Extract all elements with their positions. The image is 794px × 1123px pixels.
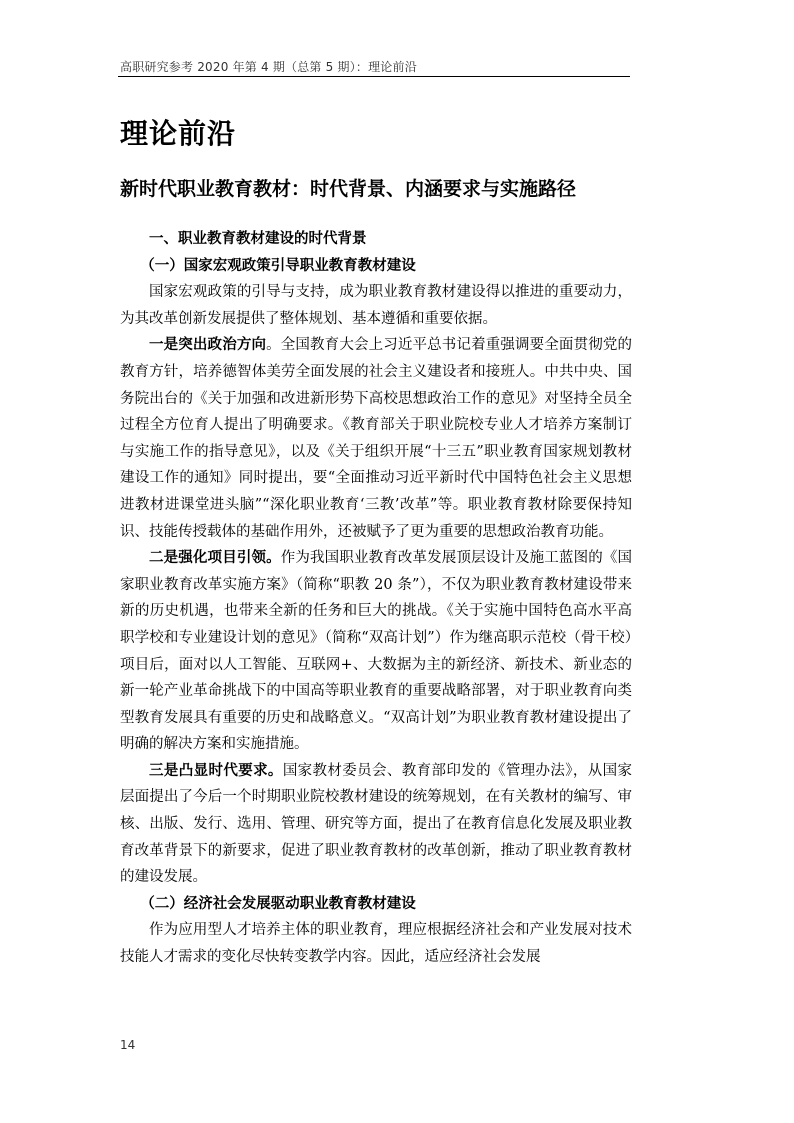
paragraph bbox=[120, 758, 632, 891]
section-title: 理论前沿 bbox=[120, 117, 237, 150]
paragraph-lead: 一是突出政治方向 bbox=[149, 337, 267, 354]
paragraph: 国家宏观政策的引导与支持，成为职业教育教材建设得以推进的重要动力，为其改革创新发展提供了整体规划、基本遵循和重要依据。 bbox=[120, 284, 632, 327]
article-body bbox=[120, 226, 632, 971]
running-header: 高职研究参考 2020 年第 4 期（总第 5 期）：理论前沿 bbox=[120, 60, 417, 74]
subheading: （一）国家宏观政策引导职业教育教材建设 bbox=[140, 257, 416, 274]
paragraph-text: 作为我国职业教育改革发展顶层设计及施工蓝图的《国家职业教育改革实施方案》（简称“职教 20 条”），不仅为职业教育教材建设带来新的历史机遇，也带来全新的任务和巨大的挑战。《关于实施中国特色高水平高职学校和专业建设计划的意见》（简称“双高计划”）作为继高职示范校（骨干校）项目后，面对以人工智能、互联网+、大数据为主的新经济、新技术、新业态的新一轮产业革命挑战下的中国高等职业教育的重要战略部署，对于职业教育向类型教育发展具有重要的历史和战略意义。“双高计划”为职业教育教材建设提出了明确的解决方案和实施措施。 bbox=[120, 550, 632, 753]
paragraph: 作为应用型人才培养主体的职业教育，理应根据经济社会和产业发展对技术技能人才需求的变化尽快转变教学内容。因此，适应经济社会发展 bbox=[120, 922, 632, 966]
paragraph-lead: 二是强化项目引领。 bbox=[149, 550, 281, 567]
page-number: 14 bbox=[120, 1038, 136, 1052]
subheading: （二）经济社会发展驱动职业教育教材建设 bbox=[140, 895, 416, 912]
article-title: 新时代职业教育教材：时代背景、内涵要求与实施路径 bbox=[120, 178, 577, 200]
paragraph bbox=[120, 545, 632, 758]
paragraph-text: 。全国教育大会上习近平总书记着重强调要全面贯彻党的教育方针，培养德智体美劳全面发展的社会主义建设者和接班人。中共中央、国务院出台的《关于加强和改进新形势下高校思想政治工作的意见》对坚持全员全过程全方位育人提出了明确要求。《教育部关于职业院校专业人才培养方案制订与实施工作的指导意见》，以及《关于组织开展“十三五”职业教育国家规划教材建设工作的通知》同时提出，要“全面推动习近平新时代中国特色社会主义思想进教材进课堂进头脑”“深化职业教育‘三教’改革”等。职业教育教材除要保持知识、技能传授载体的基础作用外，还被赋予了更为重要的思想政治教育功能。 bbox=[120, 337, 632, 540]
paragraph-lead: 三是凸显时代要求。 bbox=[149, 762, 283, 779]
header-divider bbox=[118, 76, 630, 77]
heading-level-1: 一、职业教育教材建设的时代背景 bbox=[149, 231, 367, 247]
paragraph bbox=[120, 332, 632, 545]
paragraph-text: 国家教材委员会、教育部印发的《管理办法》，从国家层面提出了今后一个时期职业院校教材建设的统筹规划，在有关教材的编写、审核、出版、发行、选用、管理、研究等方面，提出了在教育信息化发展及职业教育改革背景下的新要求，促进了职业教育教材的改革创新，推动了职业教育教材的建设发展。 bbox=[120, 762, 633, 886]
